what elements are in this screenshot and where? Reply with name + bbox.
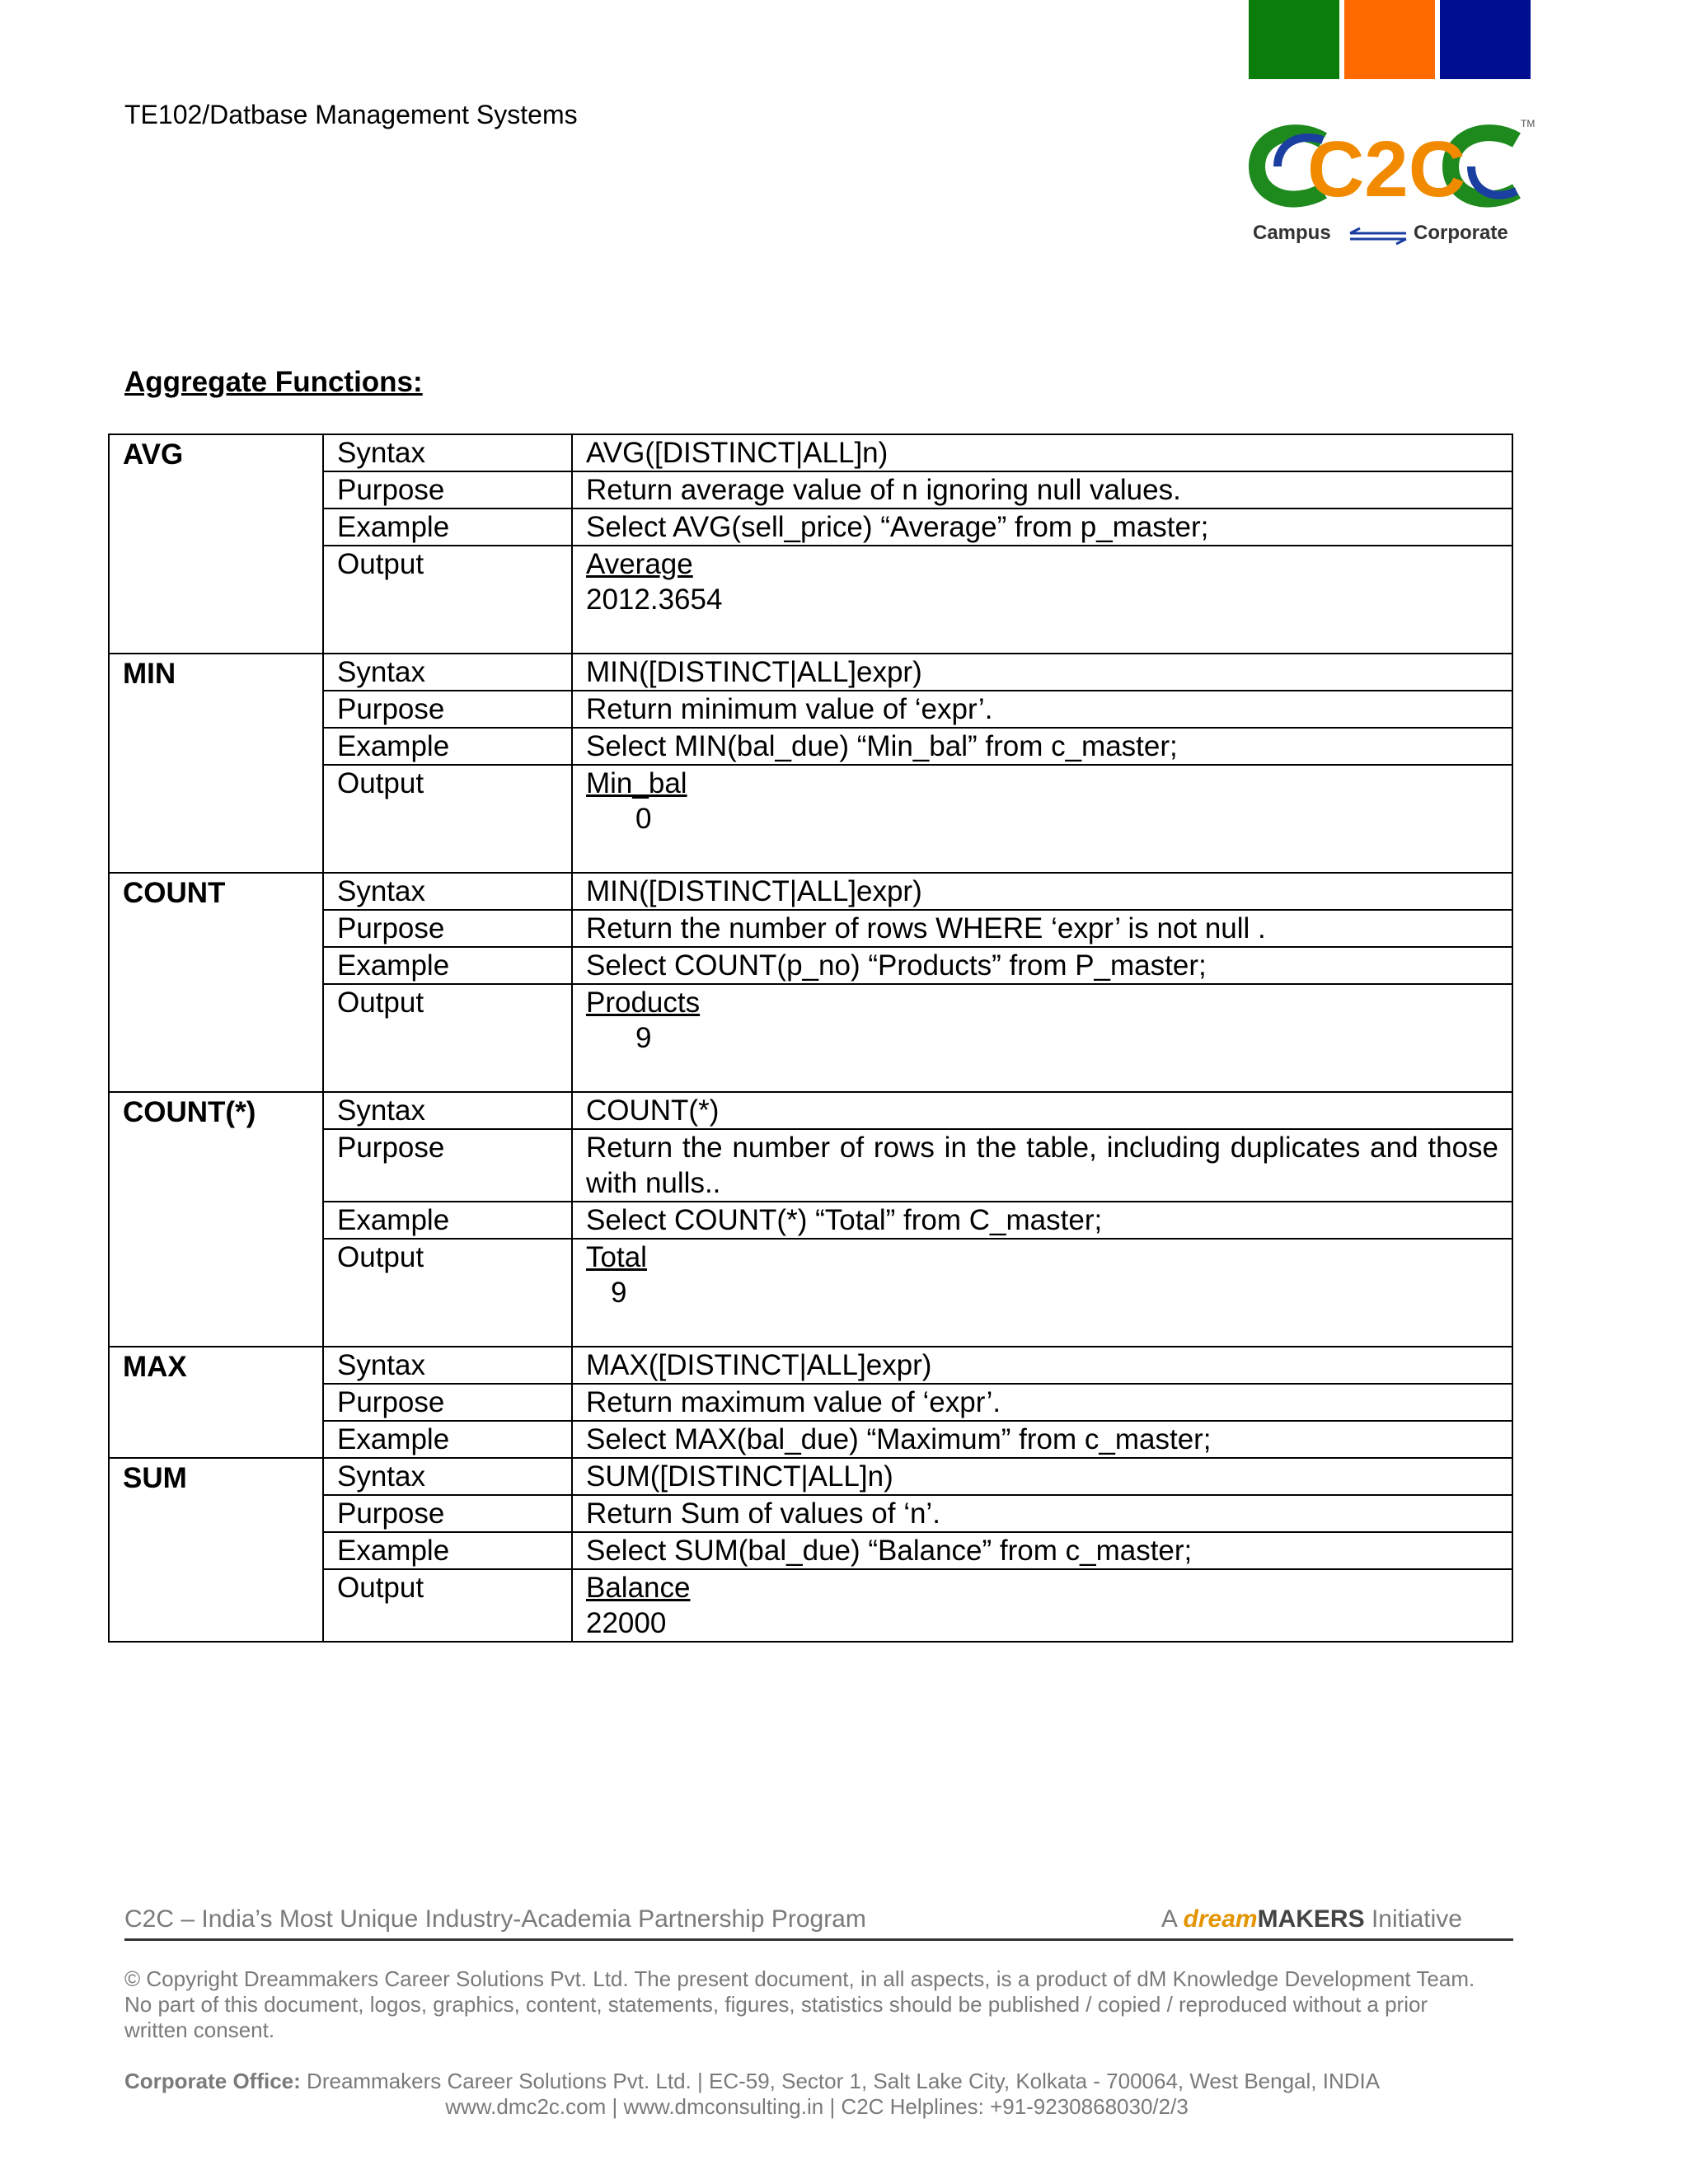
logo-campus: Campus — [1253, 222, 1331, 244]
field-label: Purpose — [323, 1495, 572, 1532]
field-label: Syntax — [323, 434, 572, 471]
field-value: COUNT(*) — [572, 1092, 1512, 1129]
field-value: Return minimum value of ‘expr’. — [572, 691, 1512, 728]
logo-arrows-icon — [1350, 228, 1406, 244]
field-value: Return the number of rows in the table, including duplicates and those with nulls.. — [572, 1129, 1512, 1202]
field-label: Syntax — [323, 1458, 572, 1495]
field-label: Purpose — [323, 1384, 572, 1421]
function-name: SUM — [109, 1458, 323, 1642]
function-name: MIN — [109, 654, 323, 873]
office-line — [124, 2069, 1509, 2094]
output-cell — [572, 984, 1512, 1092]
output-column-header: Products — [586, 987, 701, 1019]
color-block-blue — [1440, 0, 1531, 79]
office-label: Corporate Office: — [124, 2069, 301, 2093]
field-value: Select MIN(bal_due) “Min_bal” from c_master; — [572, 728, 1512, 765]
color-block-orange — [1344, 0, 1435, 79]
initiative-dream: dream — [1183, 1905, 1258, 1933]
field-label: Output — [323, 1569, 572, 1642]
field-value: Select COUNT(p_no) “Products” from P_master; — [572, 947, 1512, 984]
color-block-green — [1249, 0, 1339, 79]
field-label: Example — [323, 1421, 572, 1458]
field-value: Select MAX(bal_due) “Maximum” from c_master; — [572, 1421, 1512, 1458]
table-row — [109, 654, 1512, 691]
output-cell — [572, 546, 1512, 654]
table-row — [109, 1092, 1512, 1129]
table-row — [109, 434, 1512, 471]
field-label: Syntax — [323, 1092, 572, 1129]
field-value: MIN([DISTINCT|ALL]expr) — [572, 873, 1512, 910]
brand-color-blocks — [1249, 0, 1531, 79]
field-label: Purpose — [323, 910, 572, 947]
field-value: MAX([DISTINCT|ALL]expr) — [572, 1347, 1512, 1384]
logo-tm: TM — [1521, 118, 1536, 129]
output-column-header: Balance — [586, 1572, 691, 1604]
field-label: Purpose — [323, 471, 572, 509]
field-label: Output — [323, 984, 572, 1092]
field-label: Example — [323, 1202, 572, 1239]
table-row — [109, 1347, 1512, 1384]
table-row — [109, 1458, 1512, 1495]
output-value: 0 — [635, 803, 652, 835]
c2c-logo-graphic — [1245, 115, 1536, 255]
field-value: MIN([DISTINCT|ALL]expr) — [572, 654, 1512, 691]
field-value: Select COUNT(*) “Total” from C_master; — [572, 1202, 1512, 1239]
output-value: 9 — [611, 1277, 627, 1309]
field-value: SUM([DISTINCT|ALL]n) — [572, 1458, 1512, 1495]
footer-initiative — [1161, 1905, 1462, 1933]
field-label: Output — [323, 546, 572, 654]
field-label: Syntax — [323, 654, 572, 691]
footer-program: C2C – India’s Most Unique Industry-Academia Partnership Program — [124, 1905, 866, 1933]
output-column-header: Average — [586, 548, 693, 580]
copyright-notice: © Copyright Dreammakers Career Solutions Pvt. Ltd. The present document, in all aspects, is a product of dM Knowledge Development Team. No part of this document, logos, graphics, content, statements, figures, statistics should be published / copied / reproduced without a prior written consent. — [124, 1966, 1475, 2042]
output-value: 9 — [635, 1022, 652, 1054]
field-label: Output — [323, 1239, 572, 1347]
function-name: COUNT — [109, 873, 323, 1092]
course-title: TE102/Datbase Management Systems — [124, 100, 578, 129]
output-value: 22000 — [586, 1607, 667, 1639]
field-label: Purpose — [323, 1129, 572, 1202]
field-value: Select SUM(bal_due) “Balance” from c_master; — [572, 1532, 1512, 1569]
field-value: Return Sum of values of ‘n’. — [572, 1495, 1512, 1532]
field-value: Select AVG(sell_price) “Average” from p_master; — [572, 509, 1512, 546]
field-value: Return average value of n ignoring null values. — [572, 471, 1512, 509]
corporate-office — [124, 2069, 1509, 2120]
function-name: AVG — [109, 434, 323, 654]
office-address: Dreammakers Career Solutions Pvt. Ltd. | EC-59, Sector 1, Salt Lake City, Kolkata - 700064, West Bengal, INDIA — [307, 2069, 1381, 2093]
output-cell — [572, 1569, 1512, 1642]
initiative-makers: MAKERS — [1257, 1905, 1365, 1933]
footer-program-line — [124, 1905, 1513, 1941]
output-column-header: Min_bal — [586, 767, 687, 799]
field-label: Example — [323, 947, 572, 984]
initiative-a: A — [1160, 1905, 1177, 1933]
field-value: Return maximum value of ‘expr’. — [572, 1384, 1512, 1421]
field-label: Syntax — [323, 1347, 572, 1384]
office-web: www.dmc2c.com | www.dmconsulting.in | C2C Helplines: +91-9230868030/2/3 — [445, 2094, 1189, 2119]
field-label: Example — [323, 509, 572, 546]
section-title: Aggregate Functions: — [124, 366, 423, 398]
field-label: Syntax — [323, 873, 572, 910]
initiative-rest: Initiative — [1371, 1905, 1462, 1933]
output-cell — [572, 1239, 1512, 1347]
logo-corporate: Corporate — [1414, 222, 1508, 244]
aggregate-functions-table — [108, 434, 1513, 1643]
function-name: COUNT(*) — [109, 1092, 323, 1347]
output-cell — [572, 765, 1512, 873]
output-value: 2012.3654 — [586, 583, 723, 616]
field-value: Return the number of rows WHERE ‘expr’ is not null . — [572, 910, 1512, 947]
c2c-logo — [1245, 115, 1536, 255]
field-value: AVG([DISTINCT|ALL]n) — [572, 434, 1512, 471]
field-label: Purpose — [323, 691, 572, 728]
field-label: Output — [323, 765, 572, 873]
table-row — [109, 873, 1512, 910]
function-name: MAX — [109, 1347, 323, 1458]
field-label: Example — [323, 728, 572, 765]
output-column-header: Total — [586, 1241, 647, 1273]
logo-c2c-text: C2C — [1306, 125, 1466, 213]
field-label: Example — [323, 1532, 572, 1569]
